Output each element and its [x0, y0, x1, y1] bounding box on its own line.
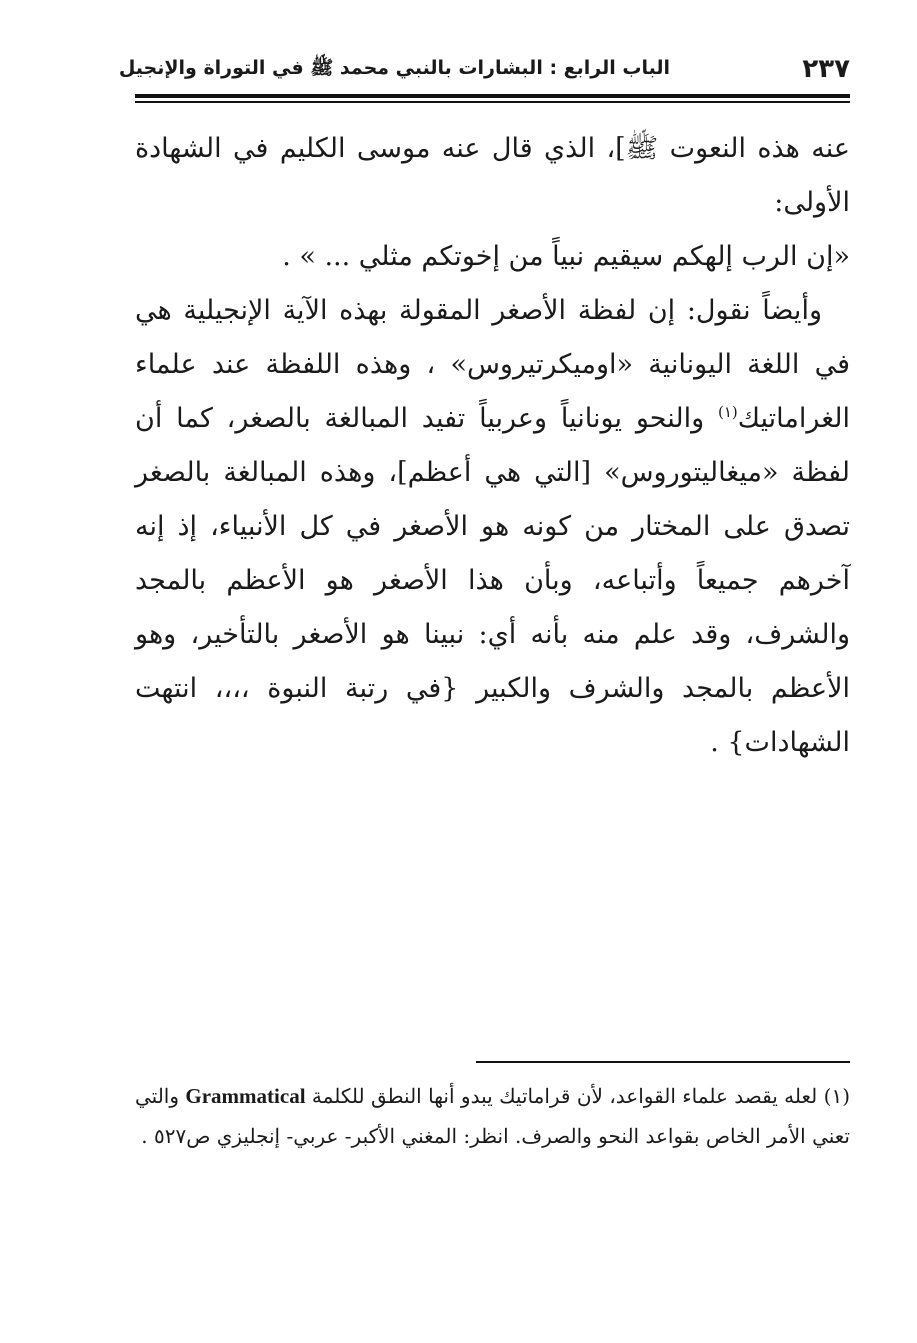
header-rule-thin — [135, 101, 850, 103]
paragraph-text-part2: والنحو يونانياً وعربياً تفيد المبالغة بالصغر، كما أن لفظة «ميغاليتوروس» [التي هي أعظم]، وهذه المبالغة بالصغر تصدق على المختار من كونه هو الأصغر في كل الأنبياء، إذ إنه آخرهم جميعاً وأتباعه، وبأن هذا الأصغر هو الأعظم بالمجد والشرف، وقد علم منه بأنه أي: نبينا هو الأصغر بالتأخير، وهو الأعظم بالمجد والشرف والكبير {في رتبة النبوة ،،،، انتهت الشهادات} . — [135, 403, 850, 758]
footnote-marker[interactable]: (١) — [717, 403, 738, 421]
header-rule-thick — [135, 94, 850, 98]
footnote-number: (١) — [823, 1084, 851, 1108]
quotation: «إن الرب إلهكم سيقيم نبياً من إخوتكم مثلي ... » . — [282, 241, 850, 272]
footnote-text-after: والتي تعني الأمر الخاص بقواعد النحو والصرف. انظر: المغني الأكبر- عربي- إنجليزي ص٥٢٧ . — [135, 1084, 850, 1148]
running-header — [118, 52, 850, 96]
text-line-continuation: عنه هذه النعوت ﷺ]، الذي قال عنه موسى الكليم في الشهادة الأولى: — [135, 133, 850, 218]
footnote-text-before: لعله يقصد علماء القواعد، لأن قراماتيك يبدو أنها النطق للكلمة — [305, 1084, 824, 1108]
paragraph-text-part1: وأيضاً نقول: إن لفظة الأصغر المقولة بهذه الآية الإنجيلية هي في اللغة اليونانية «اوميكرتيروس» ، وهذه اللفظة عند علماء الغراماتيك — [135, 295, 850, 434]
page-number: ٢٣٧ — [802, 54, 850, 84]
footnote-separator — [476, 1061, 850, 1063]
footnote-latin-term: Grammatical — [185, 1084, 306, 1108]
paragraph — [135, 284, 850, 770]
footnotes — [135, 1076, 850, 1156]
running-title: الباب الرابع : البشارات بالنبي محمد ﷺ في التوراة والإنجيل — [118, 57, 670, 79]
footnote-1 — [135, 1076, 850, 1156]
main-text — [135, 122, 850, 770]
